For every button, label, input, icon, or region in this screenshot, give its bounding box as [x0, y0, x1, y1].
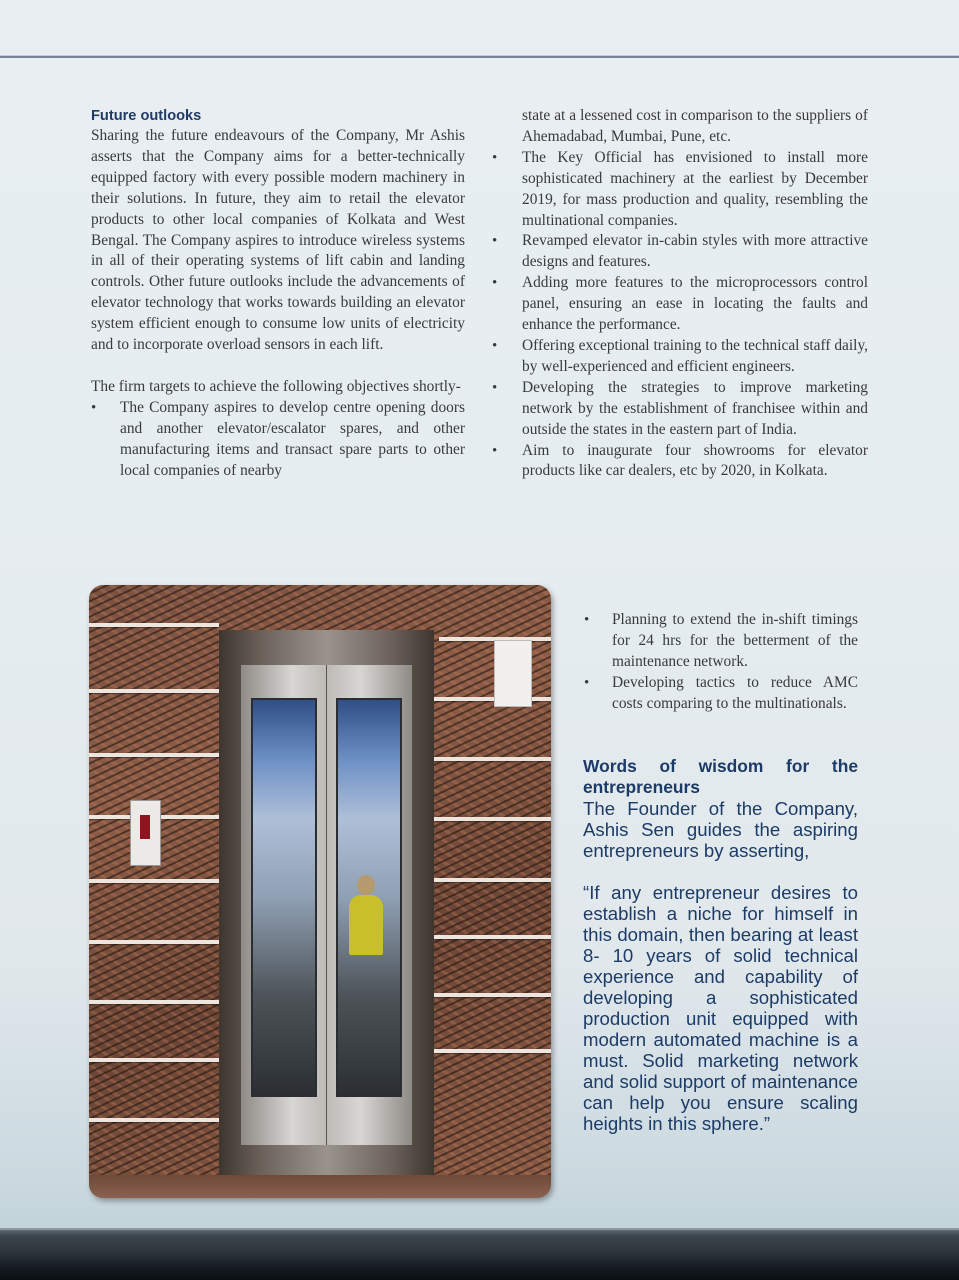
- elevator-doors: [241, 665, 412, 1145]
- objectives-list-left: [91, 398, 465, 482]
- marble-stripe: [89, 1000, 227, 1004]
- marble-stripe: [434, 993, 551, 997]
- list-item: • Planning to extend the in-shift timings for 24 hrs for the betterment of the maintenance network.: [612, 610, 858, 673]
- continuation-text: state at a lessened cost in comparison to the suppliers of Ahemadabad, Mumbai, Pune, etc.: [522, 107, 868, 145]
- marble-stripe: [434, 697, 551, 701]
- marble-stripe: [89, 689, 219, 693]
- marble-stripe: [434, 878, 551, 882]
- marble-stripe: [89, 879, 227, 883]
- left-column: [91, 106, 465, 482]
- spacer: [91, 356, 465, 377]
- list-item: • Developing tactics to reduce AMC costs comparing to the multinationals.: [612, 673, 858, 715]
- call-button-panel: [130, 800, 161, 866]
- marble-stripe: [434, 1049, 551, 1053]
- wisdom-intro: The Founder of the Company, Ashis Sen guides the aspiring entrepreneurs by asserting,: [583, 798, 858, 861]
- list-item: • Developing the strategies to improve marketing network by the establishment of franchisee within and outside the states in the eastern part of India.: [522, 378, 868, 441]
- floor-indicator: [140, 815, 150, 839]
- door-glass-left: [251, 698, 317, 1097]
- marble-floor: [89, 1175, 551, 1198]
- founder-quote: “If any entrepreneur desires to establish a niche for himself in this domain, then bearing at least 8- 10 years of solid technical experience and capability of developing a sophisticated production unit equipped with modern automated machine is a must. Solid marketing network and solid support of maintenance can help you ensure scaling heights in this sphere.”: [583, 882, 858, 1134]
- list-item: • Revamped elevator in-cabin styles with more attractive designs and features.: [522, 231, 868, 273]
- words-of-wisdom-section: [583, 756, 858, 1134]
- marble-stripe: [434, 757, 551, 761]
- spacer: [583, 861, 858, 882]
- bottom-bar: [0, 1230, 959, 1280]
- wisdom-heading: Words of wisdom for the entrepreneurs: [583, 756, 858, 797]
- top-rule: [0, 56, 959, 58]
- future-outlooks-heading: Future outlooks: [91, 108, 202, 124]
- list-item: • The Key Official has envisioned to install more sophisticated machinery at the earliest by December 2019, for mass production and quality, resembling the multinational companies.: [522, 148, 868, 232]
- list-item: • Adding more features to the microprocessors control panel, ensuring an ease in locating the faults and enhance the performance.: [522, 273, 868, 336]
- elevator-photo: [89, 585, 551, 1198]
- marble-stripe: [89, 1058, 227, 1062]
- landing-control-panel: [494, 640, 532, 707]
- objectives-list-extra: [612, 610, 858, 715]
- marble-stripe: [89, 753, 219, 757]
- list-item: • Offering exceptional training to the technical staff daily, by well-experienced and efficient engineers.: [522, 336, 868, 378]
- door-seam: [326, 665, 327, 1145]
- marble-stripe: [89, 940, 227, 944]
- objectives-intro: The firm targets to achieve the following objectives shortly-: [91, 377, 461, 395]
- marble-stripe: [434, 935, 551, 939]
- third-column: [612, 610, 858, 715]
- reflection-head: [357, 875, 375, 895]
- marble-stripe: [434, 817, 551, 821]
- reflection-person: [349, 895, 383, 955]
- intro-paragraph: Sharing the future endeavours of the Company, Mr Ashis asserts that the Company aims for a better-technically equipped factory with every possible modern machinery in their solutions. In future, they aim to retail the elevator products to other local companies of Kolkata and West Bengal. The Company aspires to introduce wireless systems in all of their operating systems of lift cabin and landing controls. Other future outlooks include the advancements of elevator technology that works towards building an elevator system efficient enough to consume low units of electricity and to incorporate overload sensors in each lift.: [91, 127, 465, 354]
- marble-stripe: [89, 623, 219, 627]
- marble-stripe: [89, 1118, 227, 1122]
- list-item: • Aim to inaugurate four showrooms for elevator products like car dealers, etc by 2020, in Kolkata.: [522, 441, 868, 483]
- right-column: [522, 106, 868, 482]
- elevator-door-frame: [219, 630, 434, 1175]
- objectives-list-right: [522, 148, 868, 483]
- list-item: • The Company aspires to develop centre opening doors and another elevator/escalator spares, and other manufacturing items and transact spare parts to other local companies of nearby: [91, 398, 465, 482]
